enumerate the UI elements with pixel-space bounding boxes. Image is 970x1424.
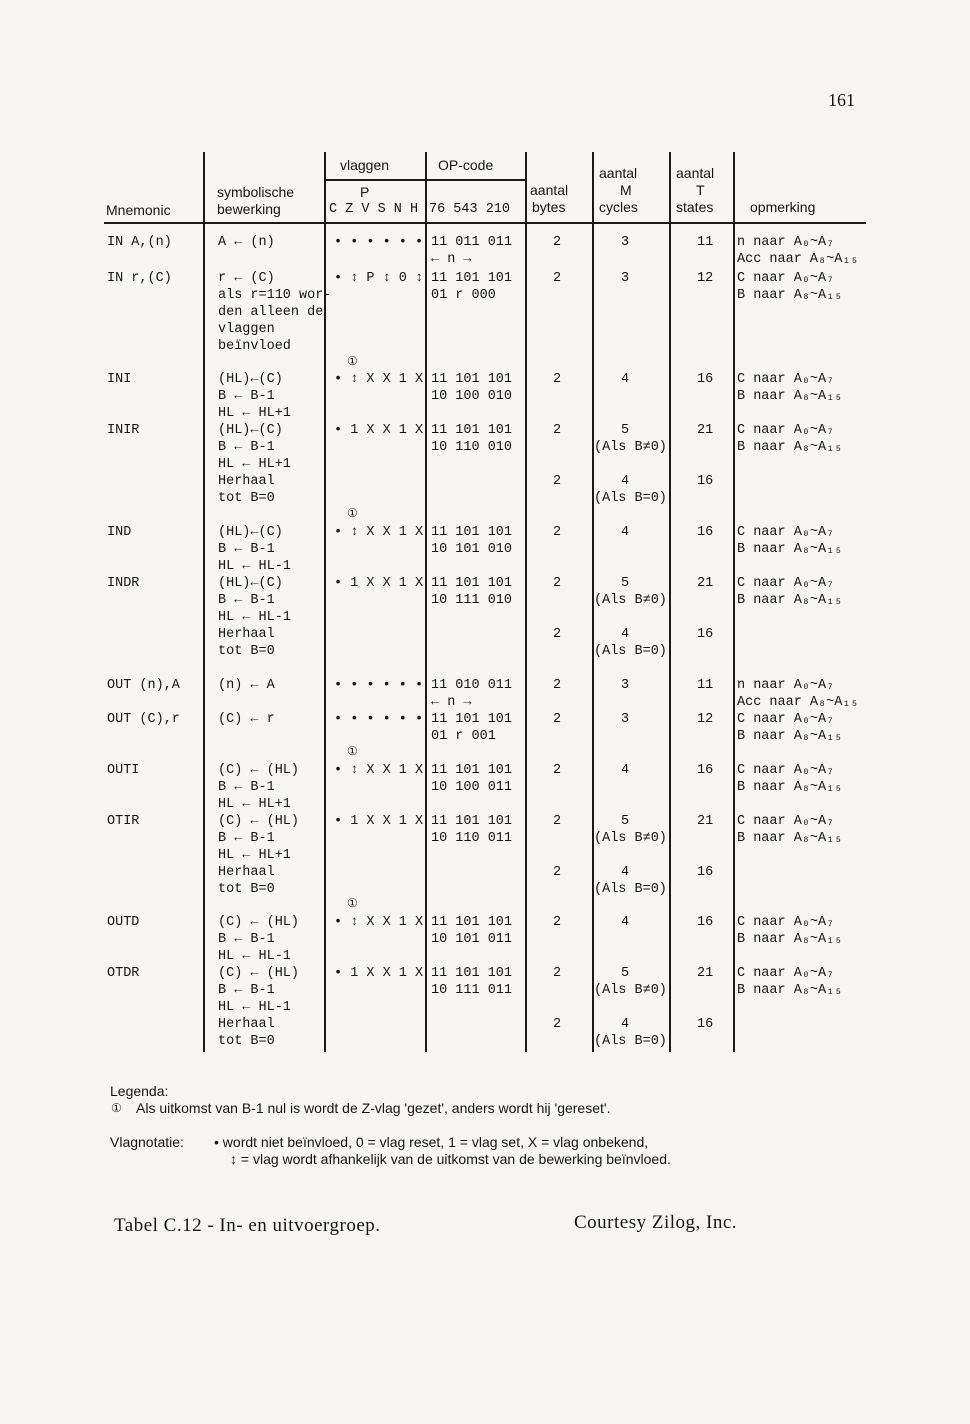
- header-t-1: aantal: [676, 165, 715, 181]
- remark-line: C naar A₀~A₇: [737, 915, 835, 930]
- col-divider-7: [733, 152, 735, 1052]
- t-states-value: 16: [697, 525, 714, 540]
- m-cycles-value: 5: [621, 966, 630, 981]
- mnemonic: IND: [107, 525, 132, 540]
- flags-cell: • ↕ X X 1 X: [334, 372, 424, 387]
- bytes-value: 2: [553, 1017, 562, 1032]
- operation-line: B ← B-1: [218, 593, 275, 608]
- bytes-value: 2: [553, 627, 562, 642]
- operation-line: als r=110 wor-: [218, 288, 332, 303]
- bytes-value: 2: [553, 423, 562, 438]
- operation-line: (HL)←(C): [218, 372, 283, 387]
- operation-line: r ← (C): [218, 271, 275, 286]
- bytes-value: 2: [553, 814, 562, 829]
- m-cycles-value: 3: [621, 271, 630, 286]
- t-states-value: 12: [697, 712, 714, 727]
- m-cycles-value: 5: [621, 576, 630, 591]
- m-cycles-value: 4: [621, 474, 630, 489]
- operation-line: tot B=0: [218, 491, 275, 506]
- remark-line: C naar A₀~A₇: [737, 423, 835, 438]
- m-cycles-value: (Als B≠0): [594, 983, 667, 998]
- opcode-line: 01 r 000: [431, 288, 496, 303]
- table-caption: Tabel C.12 - In- en uitvoergroep.: [114, 1215, 381, 1236]
- t-states-value: 21: [697, 966, 714, 981]
- operation-line: HL ← HL+1: [218, 797, 291, 812]
- m-cycles-value: 5: [621, 423, 630, 438]
- header-m-1: aantal: [599, 165, 638, 181]
- operation-line: B ← B-1: [218, 932, 275, 947]
- m-cycles-value: 4: [621, 865, 630, 880]
- operation-line: (HL)←(C): [218, 525, 283, 540]
- opcode-line: 11 101 101: [431, 915, 513, 930]
- opcode-line: 10 100 011: [431, 780, 513, 795]
- remark-line: B naar A₈~A₁₅: [737, 542, 843, 557]
- operation-line: (C) ← (HL): [218, 915, 300, 930]
- mnemonic: IN r,(C): [107, 271, 172, 286]
- flags-cell: • • • • • •: [334, 678, 424, 693]
- courtesy-note: Courtesy Zilog, Inc.: [574, 1212, 738, 1233]
- operation-line: HL ← HL+1: [218, 848, 291, 863]
- operation-line: (n) ← A: [218, 678, 275, 693]
- opcode-line: 10 100 010: [431, 389, 513, 404]
- m-cycles-value: 4: [621, 372, 630, 387]
- remark-line: C naar A₀~A₇: [737, 763, 835, 778]
- mnemonic: OTIR: [107, 814, 140, 829]
- operation-line: HL ← HL-1: [218, 949, 291, 964]
- bytes-value: 2: [553, 966, 562, 981]
- opcode-line: 11 101 101: [431, 372, 513, 387]
- header-m-3: cycles: [599, 199, 638, 215]
- t-states-value: 16: [697, 627, 714, 642]
- bytes-value: 2: [553, 235, 562, 250]
- mnemonic: OUT (n),A: [107, 678, 180, 693]
- flags-cell: • 1 X X 1 X: [334, 576, 424, 591]
- opcode-line: 10 101 011: [431, 932, 513, 947]
- opcode-line: 11 101 101: [431, 525, 513, 540]
- bytes-value: 2: [553, 474, 562, 489]
- operation-line: HL ← HL-1: [218, 559, 291, 574]
- operation-line: B ← B-1: [218, 440, 275, 455]
- operation-line: B ← B-1: [218, 542, 275, 557]
- remark-line: B naar A₈~A₁₅: [737, 389, 843, 404]
- opcode-line: 10 111 011: [431, 983, 513, 998]
- flags-cell: • • • • • •: [334, 235, 424, 250]
- operation-line: tot B=0: [218, 644, 275, 659]
- mnemonic: OUTI: [107, 763, 140, 778]
- col-divider-3: [425, 152, 427, 1052]
- m-cycles-value: (Als B=0): [594, 491, 667, 506]
- operation-line: Herhaal: [218, 1017, 275, 1032]
- header-bytes-1: aantal: [530, 182, 569, 198]
- mnemonic: INDR: [107, 576, 140, 591]
- opcode-line: ← n →: [431, 695, 472, 710]
- mnemonic: INI: [107, 372, 132, 387]
- footnote-marker: ①: [347, 354, 358, 368]
- operation-line: Herhaal: [218, 474, 275, 489]
- operation-line: (HL)←(C): [218, 576, 283, 591]
- remark-line: C naar A₀~A₇: [737, 372, 835, 387]
- flags-cell: • • • • • •: [334, 712, 424, 727]
- opcode-line: 11 101 101: [431, 966, 513, 981]
- bytes-value: 2: [553, 678, 562, 693]
- opcode-line: 11 011 011: [431, 235, 513, 250]
- remark-line: B naar A₈~A₁₅: [737, 780, 843, 795]
- header-mnemonic: Mnemonic: [106, 202, 171, 218]
- m-cycles-value: 4: [621, 627, 630, 642]
- bytes-value: 2: [553, 525, 562, 540]
- operation-line: Herhaal: [218, 627, 275, 642]
- t-states-value: 11: [697, 235, 714, 250]
- opcode-line: 01 r 001: [431, 729, 496, 744]
- operation-line: beïnvloed: [218, 339, 291, 354]
- operation-line: tot B=0: [218, 882, 275, 897]
- t-states-value: 12: [697, 271, 714, 286]
- operation-line: (C) ← (HL): [218, 814, 300, 829]
- header-symbolic-2: bewerking: [217, 201, 281, 217]
- m-cycles-value: 4: [621, 763, 630, 778]
- m-cycles-value: (Als B≠0): [594, 831, 667, 846]
- remark-line: B naar A₈~A₁₅: [737, 831, 843, 846]
- operation-line: (C) ← (HL): [218, 966, 300, 981]
- header-flags-p: P: [360, 184, 370, 200]
- mnemonic: IN A,(n): [107, 235, 172, 250]
- operation-line: HL ← HL+1: [218, 457, 291, 472]
- remark-line: Acc naar A₈~A₁₅: [737, 695, 859, 710]
- bytes-value: 2: [553, 271, 562, 286]
- m-cycles-value: (Als B≠0): [594, 440, 667, 455]
- operation-line: HL ← HL-1: [218, 1000, 291, 1015]
- operation-line: (C) ← r: [218, 712, 275, 727]
- flag-notation-line-1: • wordt niet beïnvloed, 0 = vlag reset, 1 = vlag set, X = vlag onbekend,: [214, 1134, 649, 1150]
- footnote-marker: ①: [347, 506, 358, 520]
- operation-line: A ← (n): [218, 235, 275, 250]
- m-cycles-value: 3: [621, 678, 630, 693]
- m-cycles-value: (Als B=0): [594, 882, 667, 897]
- header-flags: vlaggen: [340, 157, 390, 173]
- remark-line: n naar A₀~A₇: [737, 235, 835, 250]
- legend-title: Legenda:: [110, 1083, 169, 1099]
- remark-line: B naar A₈~A₁₅: [737, 288, 843, 303]
- remark-line: B naar A₈~A₁₅: [737, 932, 843, 947]
- mnemonic: OUTD: [107, 915, 140, 930]
- flags-cell: • ↕ P ↕ 0 ↕: [334, 271, 424, 286]
- remark-line: B naar A₈~A₁₅: [737, 983, 843, 998]
- opcode-line: 10 101 010: [431, 542, 513, 557]
- t-states-value: 21: [697, 423, 714, 438]
- t-states-value: 11: [697, 678, 714, 693]
- t-states-value: 21: [697, 576, 714, 591]
- opcode-line: 11 010 011: [431, 678, 513, 693]
- flags-cell: • ↕ X X 1 X: [334, 525, 424, 540]
- legend-item: Als uitkomst van B-1 nul is wordt de Z-vlag 'gezet', anders wordt hij 'gereset'.: [136, 1100, 611, 1116]
- flag-notation-line-2: ↕ = vlag wordt afhankelijk van de uitkomst van de bewerking beïnvloed.: [230, 1151, 671, 1167]
- col-divider-4: [525, 152, 527, 1052]
- flags-cell: • ↕ X X 1 X: [334, 763, 424, 778]
- remark-line: C naar A₀~A₇: [737, 271, 835, 286]
- operation-line: B ← B-1: [218, 389, 275, 404]
- m-cycles-value: (Als B≠0): [594, 593, 667, 608]
- operation-line: tot B=0: [218, 1034, 275, 1049]
- opcode-line: 11 101 101: [431, 576, 513, 591]
- opcode-line: 11 101 101: [431, 814, 513, 829]
- flag-notation-label: Vlagnotatie:: [110, 1134, 184, 1150]
- operation-line: HL ← HL+1: [218, 406, 291, 421]
- remark-line: n naar A₀~A₇: [737, 678, 835, 693]
- flags-cell: • 1 X X 1 X: [334, 966, 424, 981]
- t-states-value: 16: [697, 372, 714, 387]
- t-states-value: 16: [697, 915, 714, 930]
- header-opcode-sub: 76 543 210: [429, 202, 511, 217]
- operation-line: B ← B-1: [218, 983, 275, 998]
- mnemonic: OUT (C),r: [107, 712, 180, 727]
- operation-line: B ← B-1: [218, 780, 275, 795]
- m-cycles-value: 3: [621, 235, 630, 250]
- m-cycles-value: (Als B=0): [594, 644, 667, 659]
- col-divider-2: [324, 152, 326, 1052]
- bytes-value: 2: [553, 763, 562, 778]
- page-number: 161: [828, 90, 855, 110]
- operation-line: (HL)←(C): [218, 423, 283, 438]
- t-states-value: 16: [697, 1017, 714, 1032]
- t-states-value: 21: [697, 814, 714, 829]
- operation-line: B ← B-1: [218, 831, 275, 846]
- bytes-value: 2: [553, 865, 562, 880]
- remark-line: C naar A₀~A₇: [737, 576, 835, 591]
- m-cycles-value: 3: [621, 712, 630, 727]
- m-cycles-value: 5: [621, 814, 630, 829]
- header-t-2: T: [696, 182, 705, 198]
- flags-cell: • ↕ X X 1 X: [334, 915, 424, 930]
- m-cycles-value: 4: [621, 915, 630, 930]
- bytes-value: 2: [553, 915, 562, 930]
- header-opcode: OP-code: [438, 157, 494, 173]
- operation-line: vlaggen: [218, 322, 275, 337]
- opcode-line: 10 110 011: [431, 831, 513, 846]
- remark-line: C naar A₀~A₇: [737, 814, 835, 829]
- header-t-3: states: [676, 199, 714, 215]
- header-remark: opmerking: [750, 199, 816, 215]
- operation-line: HL ← HL-1: [218, 610, 291, 625]
- header-symbolic-1: symbolische: [217, 184, 295, 200]
- opcode-line: ← n →: [431, 252, 472, 267]
- bytes-value: 2: [553, 712, 562, 727]
- t-states-value: 16: [697, 763, 714, 778]
- opcode-line: 11 101 101: [431, 712, 513, 727]
- m-cycles-value: 4: [621, 1017, 630, 1032]
- m-cycles-value: 4: [621, 525, 630, 540]
- remark-line: B naar A₈~A₁₅: [737, 440, 843, 455]
- operation-line: (C) ← (HL): [218, 763, 300, 778]
- opcode-line: 11 101 101: [431, 763, 513, 778]
- bytes-value: 2: [553, 372, 562, 387]
- flags-cell: • 1 X X 1 X: [334, 814, 424, 829]
- header-flags-sub: C Z V S N H: [329, 202, 419, 217]
- opcode-line: 11 101 101: [431, 423, 513, 438]
- remark-line: B naar A₈~A₁₅: [737, 729, 843, 744]
- operation-line: Herhaal: [218, 865, 275, 880]
- operation-line: den alleen de: [218, 305, 324, 320]
- col-divider-6: [669, 152, 671, 1052]
- opcode-line: 10 111 010: [431, 593, 513, 608]
- remark-line: C naar A₀~A₇: [737, 712, 835, 727]
- remark-line: Acc naar A₈~A₁₅: [737, 252, 859, 267]
- legend-marker: ①: [111, 1101, 122, 1115]
- m-cycles-value: (Als B=0): [594, 1034, 667, 1049]
- footnote-marker: ①: [347, 896, 358, 910]
- mnemonic: OTDR: [107, 966, 140, 981]
- header-bottom-line: [104, 222, 866, 224]
- opcode-line: 11 101 101: [431, 271, 513, 286]
- opcode-line: 10 110 010: [431, 440, 513, 455]
- t-states-value: 16: [697, 865, 714, 880]
- flags-subheader-line: [324, 179, 525, 181]
- mnemonic: INIR: [107, 423, 140, 438]
- col-divider-1: [203, 152, 205, 1052]
- remark-line: C naar A₀~A₇: [737, 525, 835, 540]
- header-bytes-2: bytes: [532, 199, 566, 215]
- t-states-value: 16: [697, 474, 714, 489]
- footnote-marker: ①: [347, 744, 358, 758]
- flags-cell: • 1 X X 1 X: [334, 423, 424, 438]
- bytes-value: 2: [553, 576, 562, 591]
- remark-line: C naar A₀~A₇: [737, 966, 835, 981]
- header-m-2: M: [620, 182, 632, 198]
- remark-line: B naar A₈~A₁₅: [737, 593, 843, 608]
